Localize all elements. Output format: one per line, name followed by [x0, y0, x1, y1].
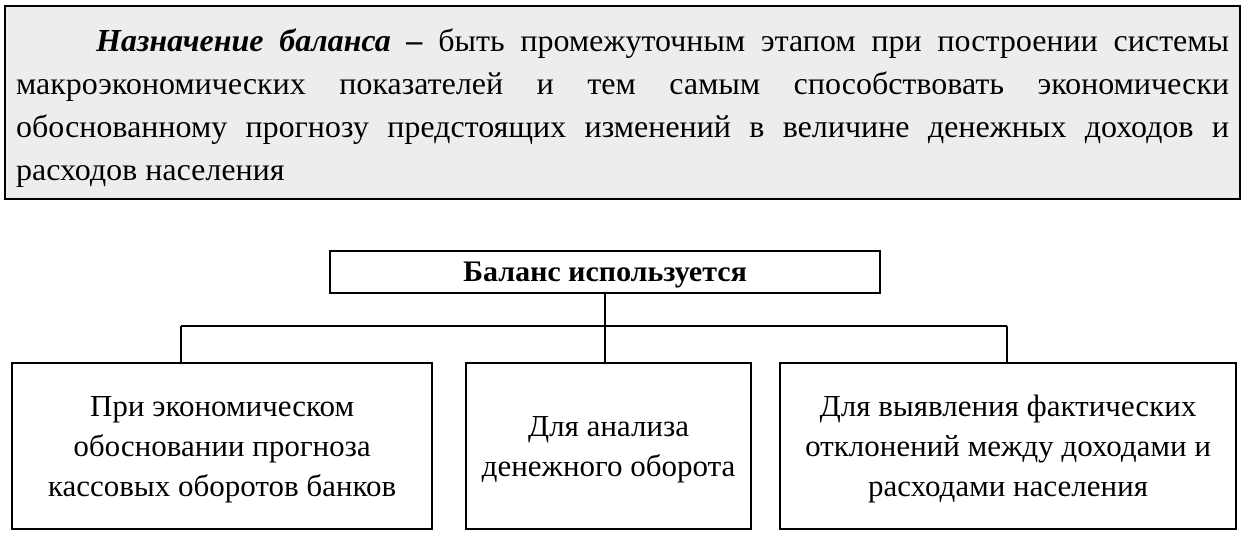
diagram-child-box-2 [465, 362, 752, 530]
purpose-dash: – [406, 22, 423, 58]
diagram-child-label-2: Для анализа денежного оборота [481, 408, 736, 483]
diagram-child-box-1 [11, 362, 433, 530]
purpose-text: быть промежуточным этапом при построении системы макроэкономических показателей и тем самым способствовать экономически обоснованному прогнозу предстоящих изменений в величине денежных доходов и расходов населения [16, 22, 1229, 187]
purpose-term: Назначение баланса [96, 22, 391, 58]
diagram-child-label-3: Для выявления фактических отклонений между доходами и расходами населения [805, 388, 1211, 503]
diagram-root-label: Баланс используется [463, 255, 747, 288]
diagram-root-box [329, 250, 881, 294]
diagram-child-label-1: При экономическом обосновании прогноза кассовых оборотов банков [47, 388, 397, 503]
diagram-child-box-3 [779, 362, 1237, 530]
